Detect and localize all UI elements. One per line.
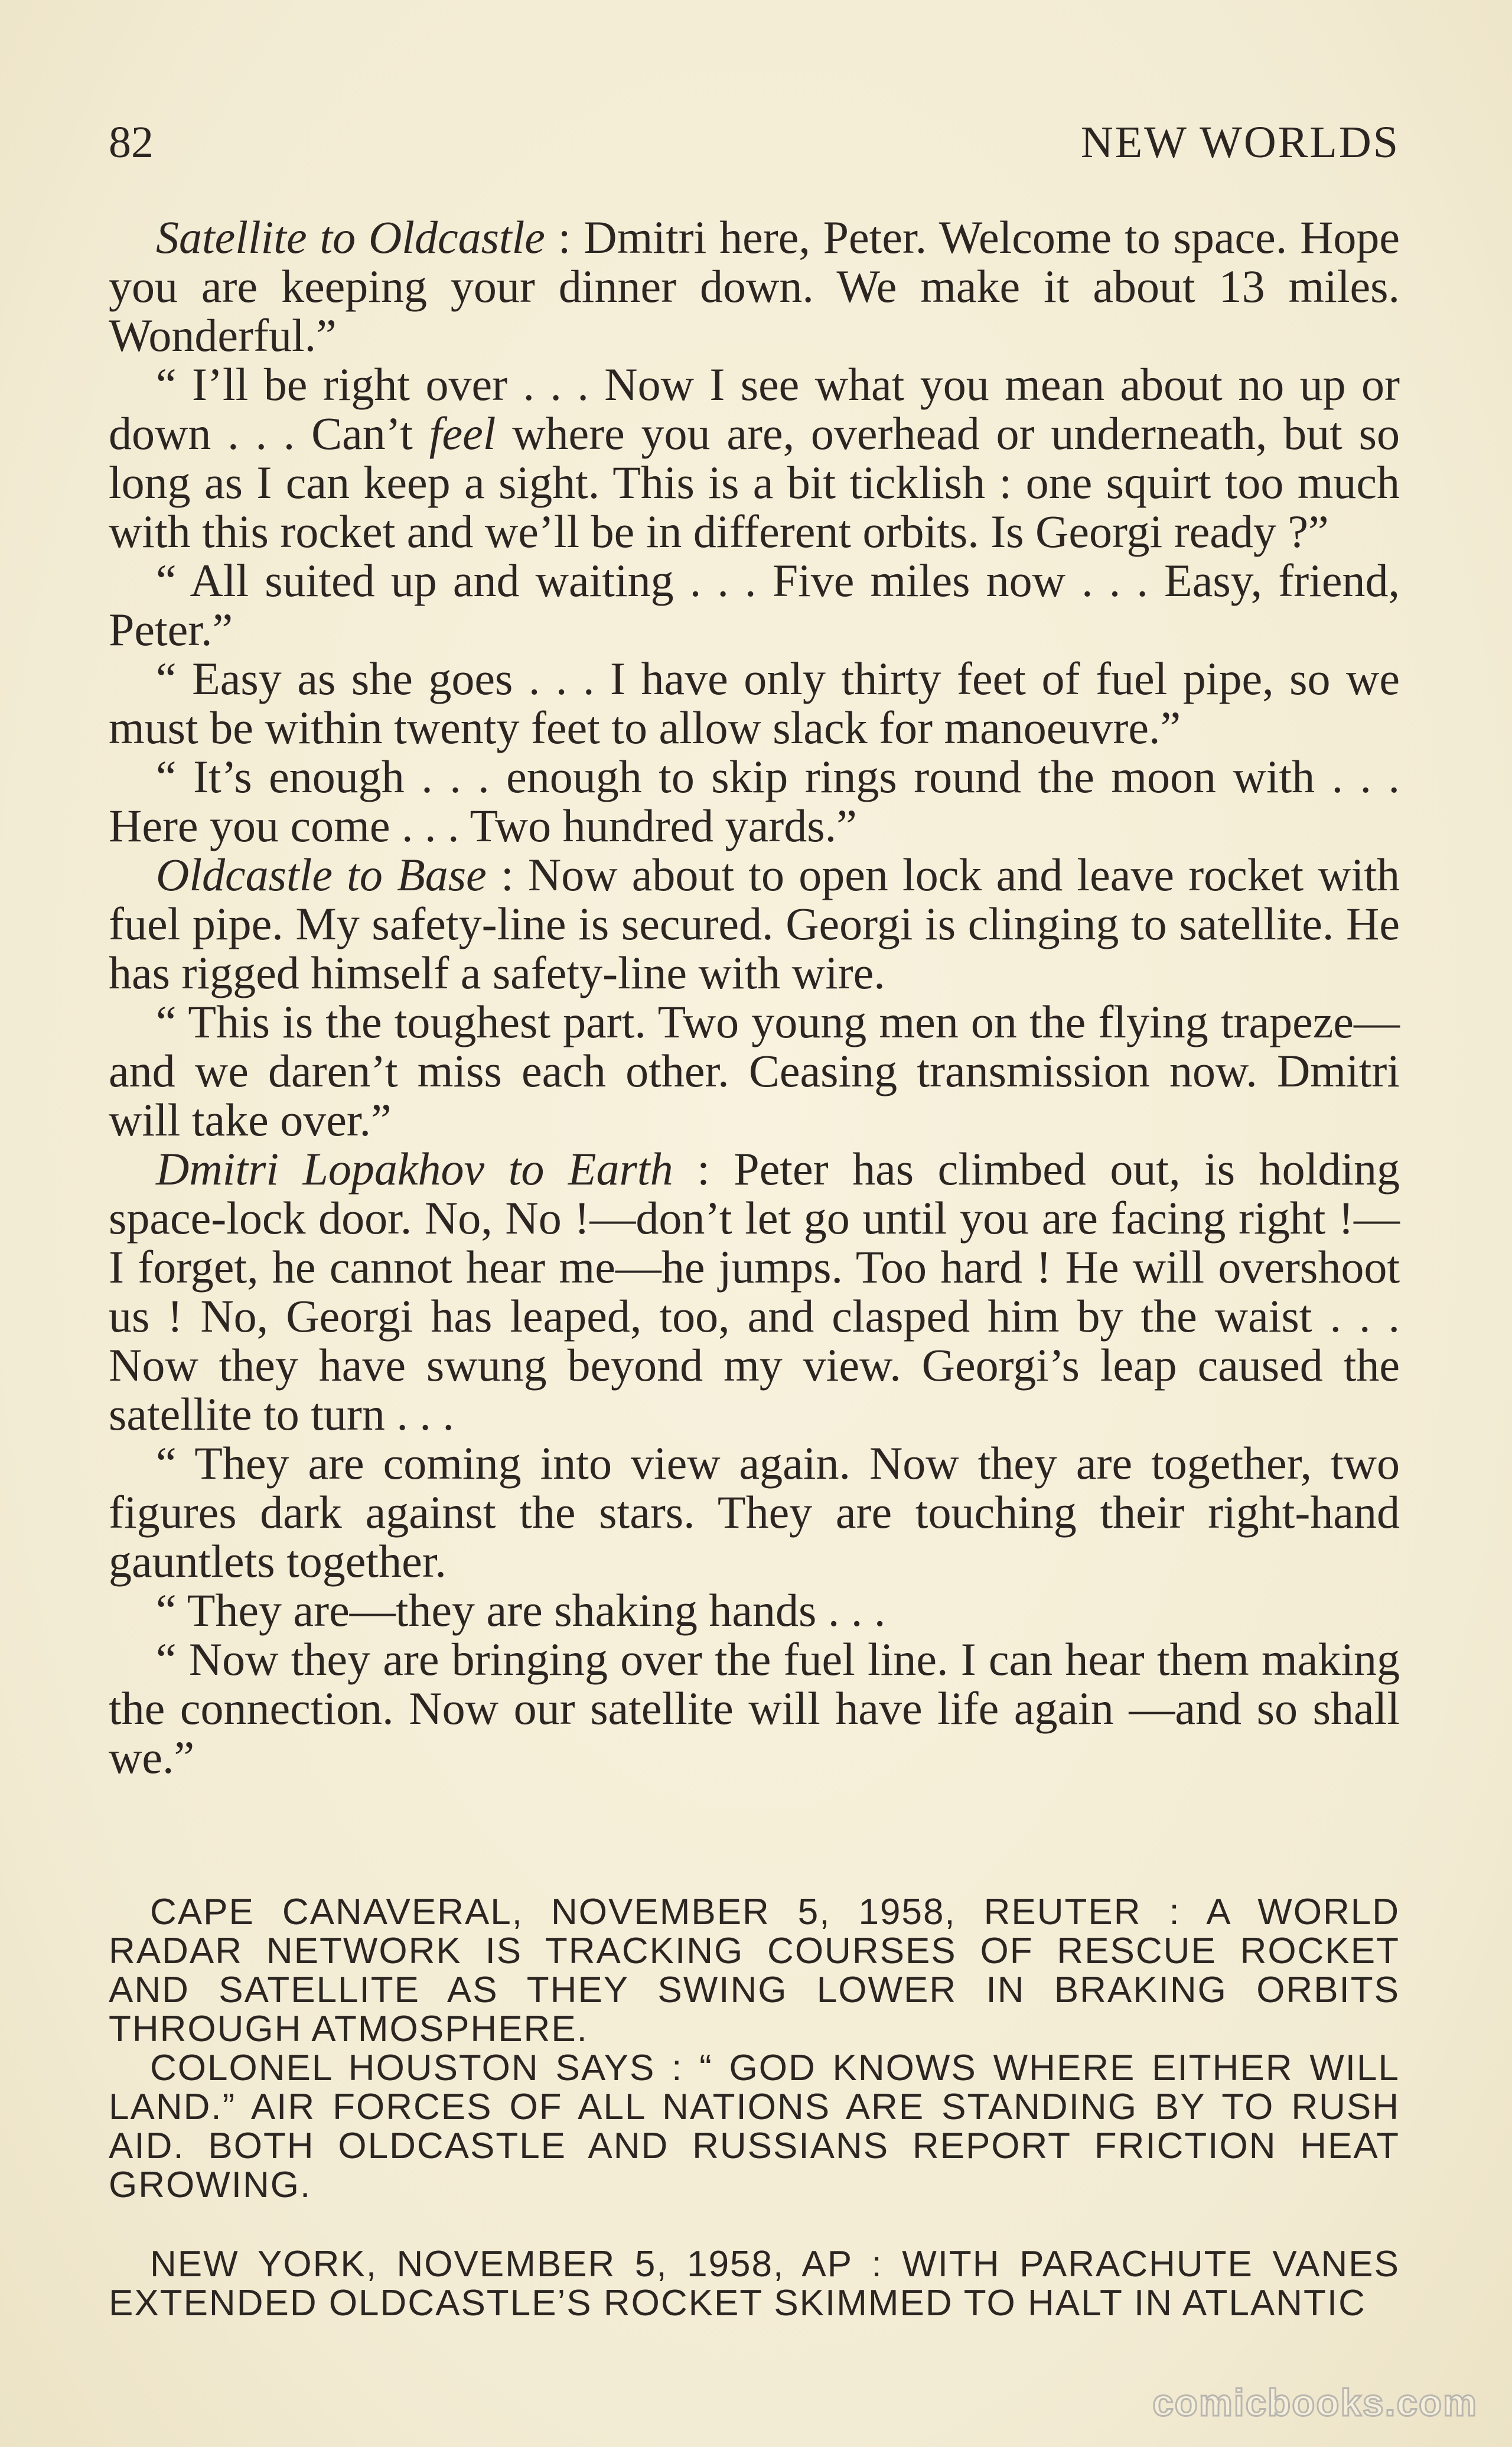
- paragraph: [109, 850, 1400, 997]
- paragraph-text: “ I’ll be right over . . . Now I see what you mean about no up or down . . . Can’t: [109, 359, 1400, 459]
- watermark: comicbooks.com: [1152, 2381, 1478, 2424]
- paragraph: [109, 1144, 1400, 1439]
- paragraph: “ All suited up and waiting . . . Five miles now . . . Easy, friend, Peter.”: [109, 555, 1400, 655]
- paragraph: “ This is the toughest part. Two young men on the flying trapeze—and we daren’t miss each other. Ceasing transmission now. Dmitri will take over.”: [109, 996, 1400, 1146]
- dispatch-paragraph: NEW YORK, NOVEMBER 5, 1958, AP : WITH PARACHUTE VANES EXTENDED OLDCASTLE’S ROCKET SKIMMED TO HALT IN ATLANTIC: [109, 2244, 1400, 2324]
- running-head: NEW WORLDS: [1080, 118, 1400, 167]
- paragraph-text: : Dmitri here, Peter. Welcome to space. Hope you are keeping your dinner down. We make it about 13 miles. Wonderful.”: [109, 211, 1400, 361]
- news-dispatch: [109, 2245, 1400, 2323]
- speaker-label: Satellite to Oldcastle: [156, 211, 545, 263]
- news-dispatch: [109, 1893, 1400, 2205]
- paragraph: “ They are—they are shaking hands . . .: [156, 1584, 886, 1636]
- paragraph: “ They are coming into view again. Now they are together, two figures dark against the stars. They are touching their right-hand gauntlets together.: [109, 1437, 1400, 1587]
- page-number: 82: [109, 118, 154, 167]
- paragraph: [109, 360, 1400, 556]
- emphasis-text: feel: [429, 408, 496, 459]
- paragraph-text: where you are, overhead or underneath, but so long as I can keep a sight. This is a bit ticklish : one squirt too much with this rocket and we’ll be in different orbits. Is Georgi ready ?”: [109, 408, 1400, 557]
- paragraph-text: : Now about to open lock and leave rocket with fuel pipe. My safety-line is secured. Georgi is clinging to satellite. He has rigged himself a safety-line with wire.: [109, 849, 1400, 998]
- paragraph: [109, 213, 1400, 360]
- dispatch-paragraph: CAPE CANAVERAL, NOVEMBER 5, 1958, REUTER : A WORLD RADAR NETWORK IS TRACKING COURSES OF RESCUE ROCKET AND SATELLITE AS THEY SWING LOWER IN BRAKING ORBITS THROUGH ATMOSPHERE.: [109, 1892, 1400, 2049]
- speaker-label: Dmitri Lopakhov to Earth: [156, 1143, 673, 1195]
- story-text: [109, 213, 1400, 1782]
- paragraph-text: : Peter has climbed out, is holding space-lock door. No, No !—don’t let go until you are facing right !—I forget, he cannot hear me—he jumps. Too hard ! He will overshoot us ! No, Georgi has leaped, too, and clasped him by the waist . . . Now they have swung beyond my view. Georgi’s leap caused the satellite to turn . . .: [109, 1143, 1400, 1440]
- paragraph: “ It’s enough . . . enough to skip rings round the moon with . . . Here you come . . . Two hundred yards.”: [109, 751, 1400, 851]
- speaker-label: Oldcastle to Base: [156, 849, 487, 900]
- paragraph: “ Easy as she goes . . . I have only thirty feet of fuel pipe, so we must be within twenty feet to allow slack for manoeuvre.”: [109, 653, 1400, 753]
- paragraph: “ Now they are bringing over the fuel line. I can hear them making the connection. Now our satellite will have life again —and so shall we.”: [109, 1633, 1400, 1783]
- page-header: [109, 116, 1400, 169]
- dispatch-paragraph: COLONEL HOUSTON SAYS : “ GOD KNOWS WHERE EITHER WILL LAND.” AIR FORCES OF ALL NATIONS ARE STANDING BY TO RUSH AID. BOTH OLDCASTLE AND RUSSIANS REPORT FRICTION HEAT GROWING.: [109, 2048, 1400, 2205]
